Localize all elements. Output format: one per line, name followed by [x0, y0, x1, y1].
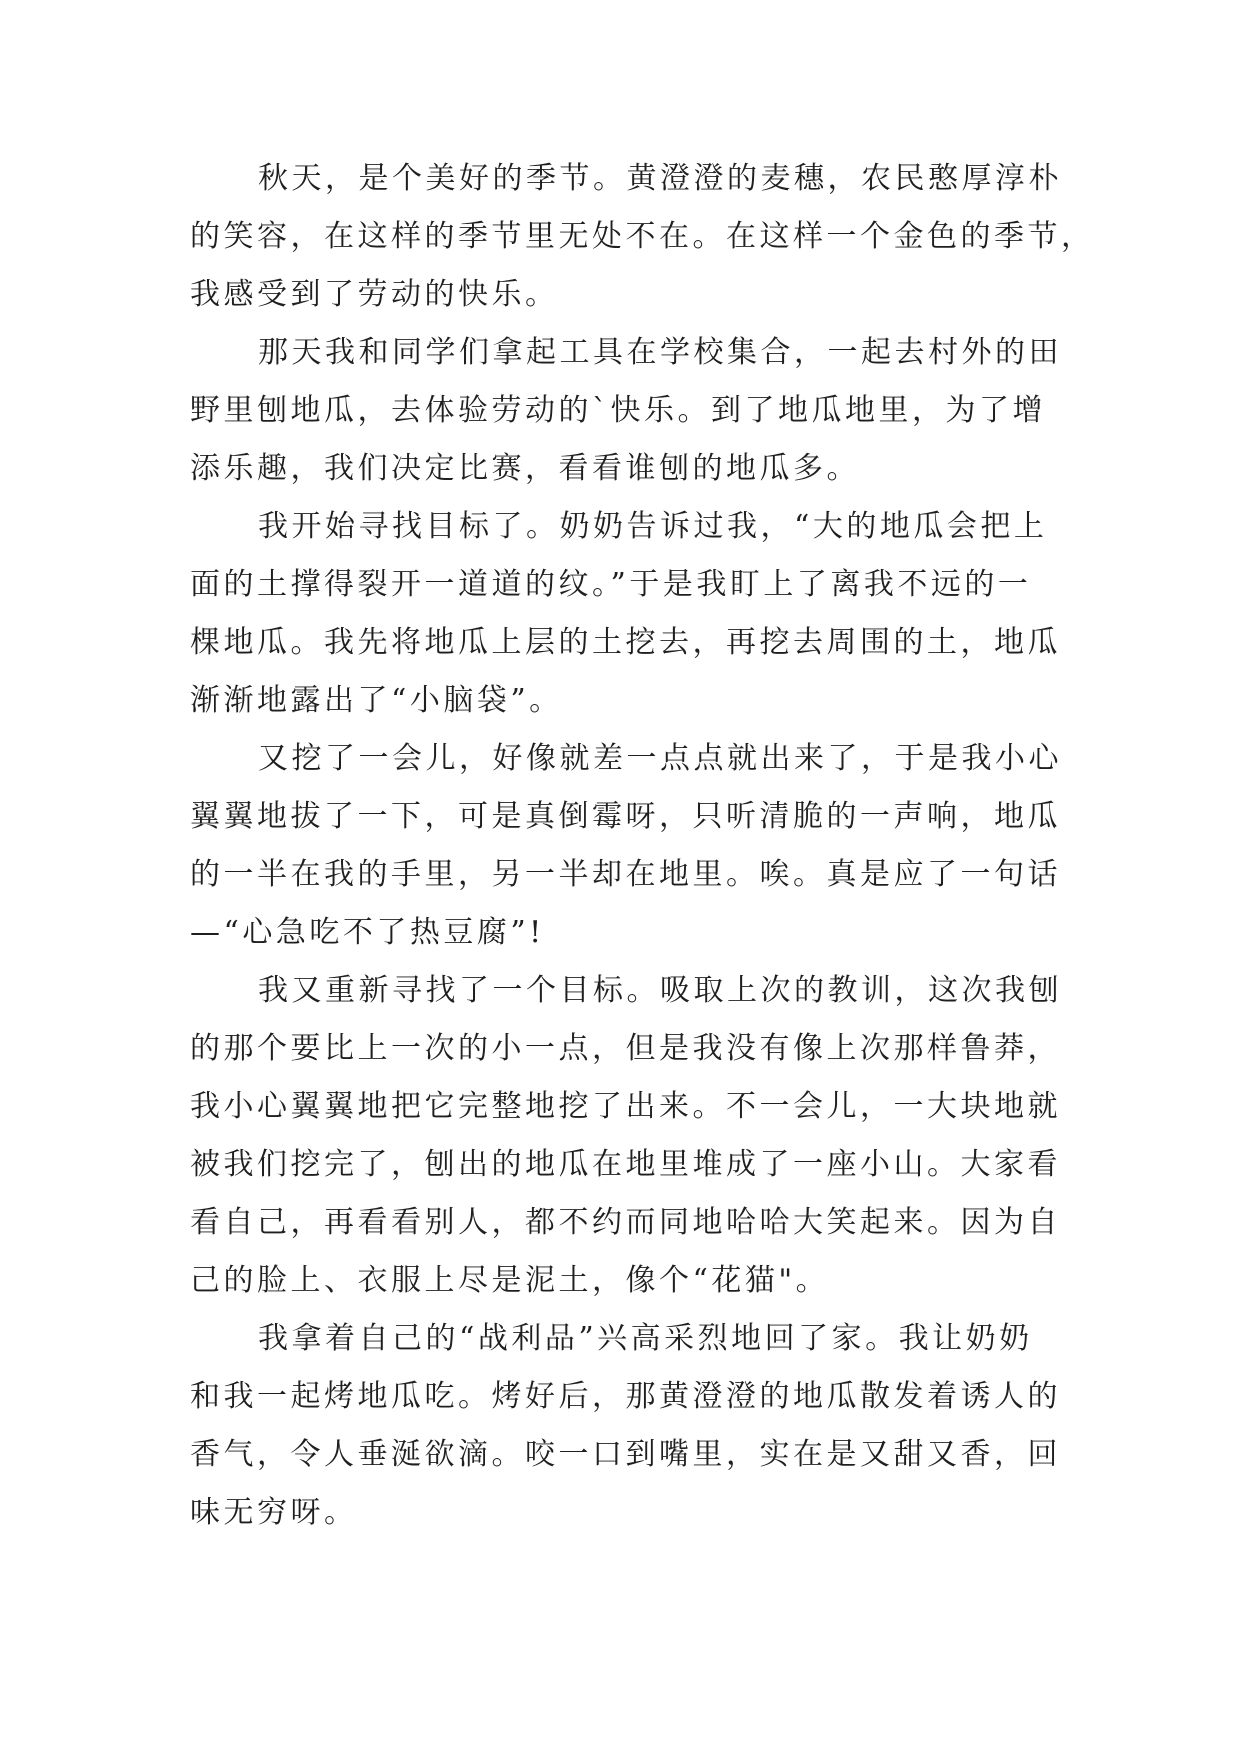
text-line: 面的土撑得裂开一道道的纹。”于是我盯上了离我不远的一	[190, 567, 1032, 602]
essay-body	[190, 150, 1095, 1542]
paragraph	[190, 1310, 1060, 1542]
text-line: 和我一起烤地瓜吃。烤好后，那黄澄澄的地瓜散发着诱人的	[190, 1379, 1061, 1414]
text-line: 的笑容，在这样的季节里无处不在。在这样一个金色的季节，	[190, 219, 1095, 254]
text-line: 我拿着自己的“战利品”兴高采烈地回了家。我让奶奶	[258, 1321, 1033, 1356]
text-line: 棵地瓜。我先将地瓜上层的土挖去，再挖去周围的土，地瓜	[190, 625, 1061, 660]
text-line: 香气，令人垂涎欲滴。咬一口到嘴里，实在是又甜又香，回	[190, 1437, 1061, 1472]
text-line: 我又重新寻找了一个目标。吸取上次的教训，这次我刨	[258, 973, 1062, 1008]
text-line: 己的脸上、衣服上尽是泥土，像个“花猫"。	[190, 1263, 830, 1298]
paragraph	[190, 150, 1095, 324]
paragraph	[190, 498, 1060, 730]
text-line: 又挖了一会儿，好像就差一点点就出来了，于是我小心	[258, 741, 1062, 776]
text-line: 被我们挖完了，刨出的地瓜在地里堆成了一座小山。大家看	[190, 1147, 1061, 1182]
text-line: 的那个要比上一次的小一点，但是我没有像上次那样鲁莽，	[190, 1031, 1061, 1066]
text-line: 渐渐地露出了“小脑袋”。	[190, 683, 563, 718]
text-line: 秋天，是个美好的季节。黄澄澄的麦穗，农民憨厚淳朴	[258, 161, 1062, 196]
paragraph	[190, 962, 1060, 1310]
text-line: 我感受到了劳动的快乐。	[190, 277, 559, 312]
text-line: 翼翼地拔了一下，可是真倒霉呀，只听清脆的一声响，地瓜	[190, 799, 1061, 834]
text-line: 野里刨地瓜，去体验劳动的`快乐。到了地瓜地里，为了增	[190, 393, 1046, 428]
text-line: 我开始寻找目标了。奶奶告诉过我，“大的地瓜会把上	[258, 509, 1048, 544]
text-line: —“心急吃不了热豆腐”!	[190, 915, 545, 950]
text-line: 的一半在我的手里，另一半却在地里。唉。真是应了一句话	[190, 857, 1061, 892]
paragraph	[190, 324, 1060, 498]
text-line: 添乐趣，我们决定比赛，看看谁刨的地瓜多。	[190, 451, 860, 486]
text-line: 我小心翼翼地把它完整地挖了出来。不一会儿，一大块地就	[190, 1089, 1061, 1124]
text-line: 看自己，再看看别人，都不约而同地哈哈大笑起来。因为自	[190, 1205, 1061, 1240]
text-line: 那天我和同学们拿起工具在学校集合，一起去村外的田	[258, 335, 1062, 370]
text-line: 味无穷呀。	[190, 1495, 358, 1530]
paragraph	[190, 730, 1060, 962]
